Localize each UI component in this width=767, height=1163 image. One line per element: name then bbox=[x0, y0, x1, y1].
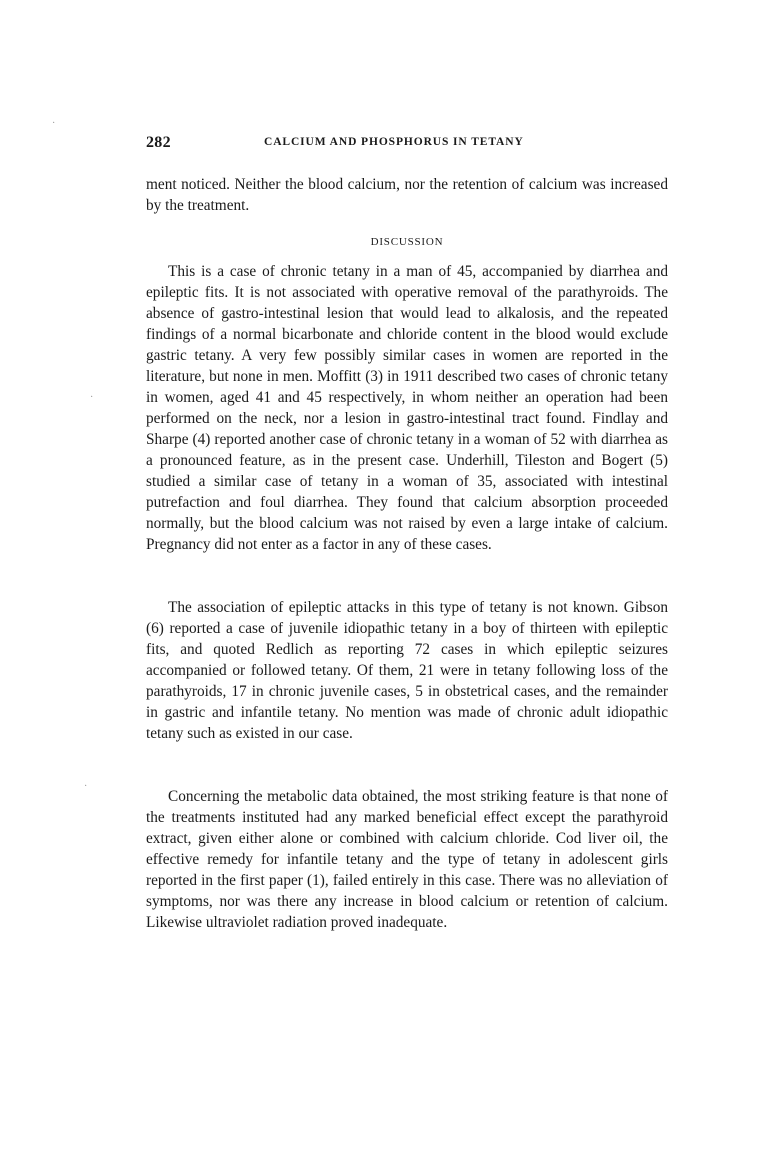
section-heading: DISCUSSION bbox=[370, 236, 444, 248]
paragraph-2: The association of epileptic attacks in this type of tetany is not known. Gibson (6) reported a case of juvenile idiopathic tetany in a boy of thirteen with epileptic fits, and quoted Redlich as reporting 72 cases in which epileptic seizures accompanied or followed tetany. Of them, 21 were in tetany following loss of the parathyroids, 17 in chronic juvenile cases, 5 in obstetrical cases, and the remainder in gastric and infantile tetany. No mention was made of chronic adult idiopathic tetany such as existed in our case. bbox=[146, 599, 668, 742]
paragraph-1: This is a case of chronic tetany in a man of 45, accompanied by diarrhea and epileptic fits. It is not associated with operative removal of the parathyroids. The absence of gastro-intestinal lesion that would lead to alkalosis, and the repeated findings of a normal bicarbonate and chloride content in the blood would exclude gastric tetany. A very few possibly similar cases in women are reported in the literature, but none in men. Moffitt (3) in 1911 described two cases of chronic tetany in women, aged 41 and 45 respectively, in whom neither an operation had been performed on the neck, nor a lesion in gastro-intestinal tract found. Findlay and Sharpe (4) reported another case of chronic tetany in a woman of 52 with diarrhea as a pronounced feature, as in the present case. Underhill, Tileston and Bogert (5) studied a similar case of tetany in a woman of 35, associated with intestinal putrefaction and foul diarrhea. They found that calcium absorption proceeded normally, but the blood calcium was not raised by even a large intake of calcium. Pregnancy did not enter as a factor in any of these cases. bbox=[146, 263, 668, 553]
running-head: CALCIUM AND PHOSPHORUS IN TETANY bbox=[264, 136, 524, 148]
page-number: 282 bbox=[146, 134, 171, 151]
margin-speck: · bbox=[90, 392, 94, 403]
page-header bbox=[146, 134, 666, 154]
paragraph-3: Concerning the metabolic data obtained, the most striking feature is that none of the treatments instituted had any marked beneficial effect except the parathyroid extract, given either alone or combined with calcium chloride. Cod liver oil, the effective remedy for infantile tetany and the type of tetany in adolescent girls reported in the first paper (1), failed entirely in this case. There was no alleviation of symptoms, nor was there any increase in blood calcium or retention of calcium. Likewise ultraviolet radiation proved inadequate. bbox=[146, 788, 668, 931]
margin-speck: · bbox=[84, 781, 88, 792]
continued-paragraph: ment noticed. Neither the blood calcium, nor the retention of calcium was increased by the treatment. bbox=[146, 176, 668, 214]
margin-speck: · bbox=[52, 118, 56, 129]
